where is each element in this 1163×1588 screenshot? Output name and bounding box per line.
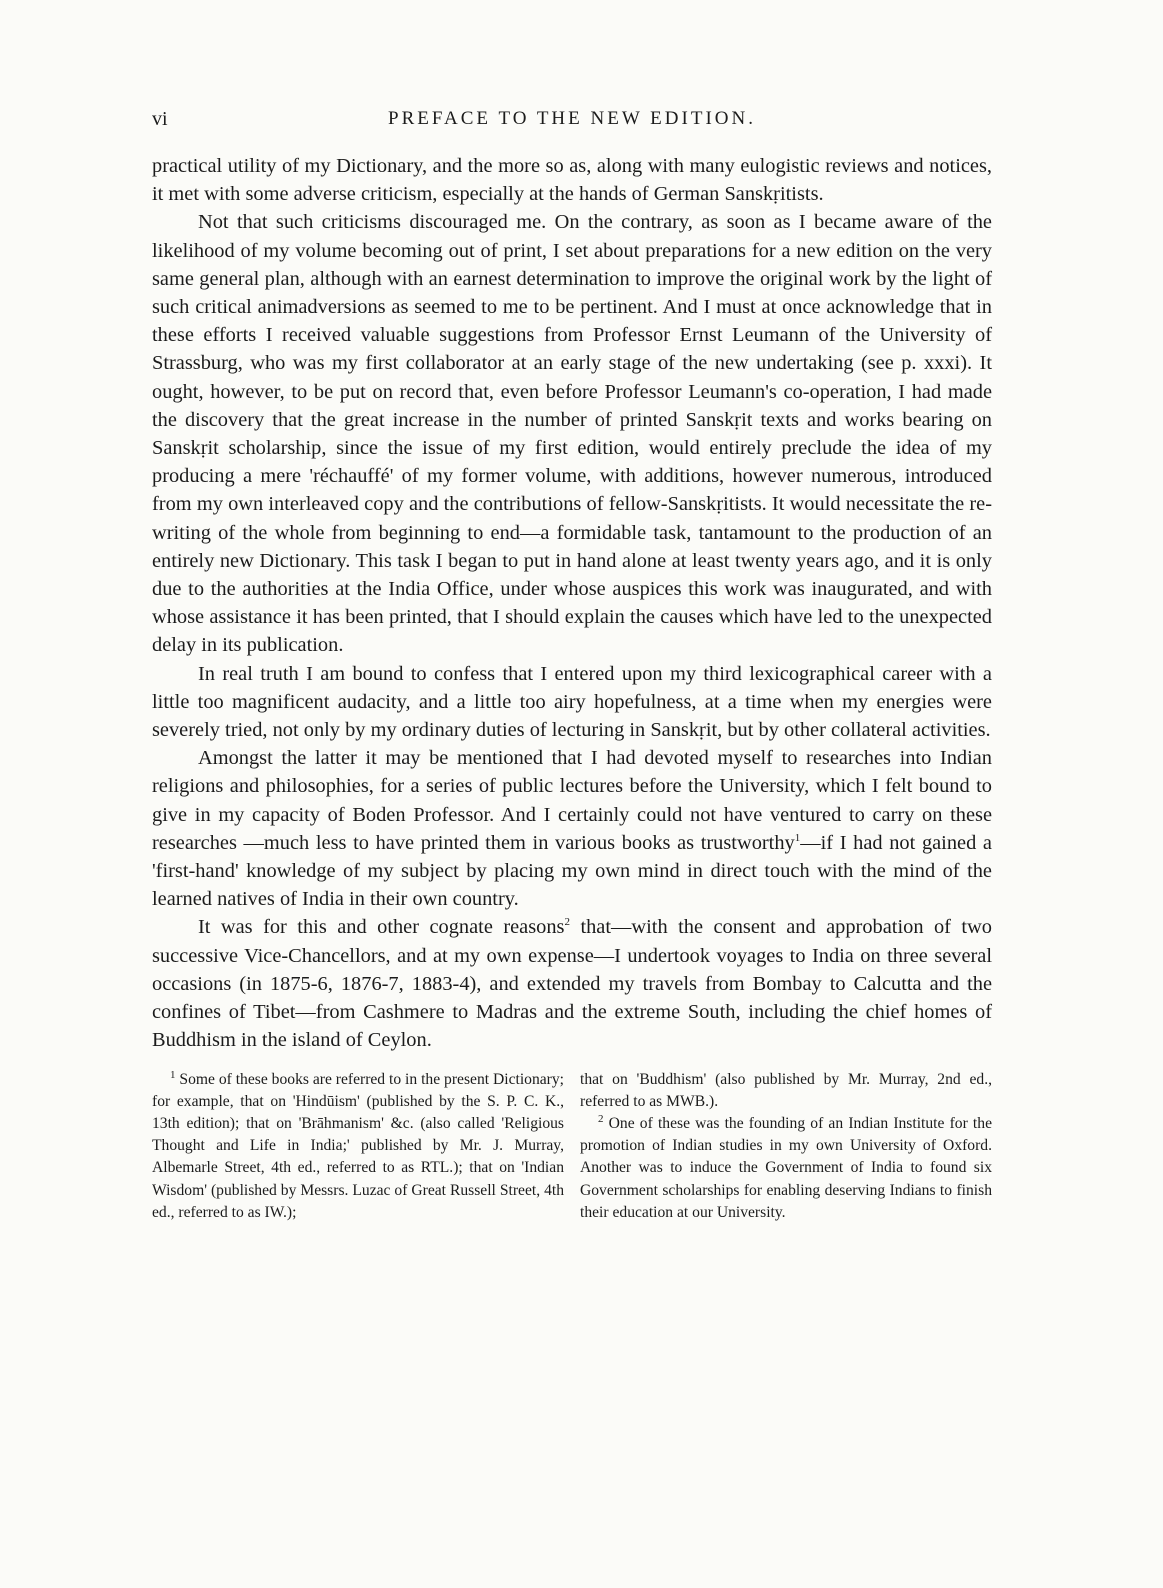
footnote-mark-2: 2 bbox=[598, 1112, 604, 1125]
document-page bbox=[152, 108, 992, 1224]
paragraph bbox=[152, 913, 992, 1054]
paragraph-text: —if I had not gained a 'first-hand' knowledge of my subject by placing my own mind in direct touch with the mind of the learned natives of India in their own country. bbox=[152, 831, 992, 911]
paragraph: In real truth I am bound to confess that I entered upon my third lexicographical career with a little too magnificent audacity, and a little too airy hopefulness, at a time when my energies were severely tried, not only by my ordinary duties of lecturing in Sanskṛit, but by other collateral activities. bbox=[152, 662, 992, 742]
paragraph-text: Amongst the latter it may be mentioned that I had devoted myself to researches into Indian religions and philosophies, for a series of public lectures before the University, which I felt bound to give in my capacity of Boden Professor. And I certainly could not have ventured to carry on these researches —much less to have printed them in various books as trustworthy bbox=[152, 747, 992, 854]
paragraph: Not that such criticisms discouraged me. On the contrary, as soon as I became aware of the likelihood of my volume becoming out of print, I set about preparations for a new edition on the very same general plan, although with an earnest determination to improve the original work by the light of such critical animadversions as seemed to me to be pertinent. And I must at once acknowledge that in these efforts I received valuable suggestions from Professor Ernst Leumann of the University of Strassburg, who was my first collaborator at an early stage of the new undertaking (see p. xxxi). It ought, however, to be put on record that, even before Professor Leumann's co-operation, I had made the discovery that the great increase in the number of printed Sanskṛit texts and works bearing on Sanskṛit scholarship, since the issue of my first edition, would entirely preclude the idea of my producing a mere 'réchauffé' of my former volume, with additions, however numerous, introduced from my own interleaved copy and the contributions of fellow-Sanskṛitists. It would necessitate the re-writing of the whole from beginning to end—a formidable task, tantamount to the production of an entirely new Dictionary. This task I began to put in hand alone at least twenty years ago, and it is only due to the authorities at the India Office, under whose auspices this work was inaugurated, and with whose assistance it has been printed, that I should explain the causes which have led to the unexpected delay in its publication. bbox=[152, 211, 992, 657]
paragraph-text: that—with the consent and approbation of two successive Vice-Chancellors, and at my own expense—I undertook voyages to India on three several occasions (in 1875-6, 1876-7, 1883-4), and extended my travels from Bombay to Calcutta and the confines of Tibet—from Cashmere to Madras and the extreme South, including the chief homes of Buddhism in the island of Ceylon. bbox=[152, 916, 992, 1052]
paragraph-text: It was for this and other cognate reasons bbox=[198, 916, 565, 939]
running-title: PREFACE TO THE NEW EDITION. bbox=[388, 108, 756, 129]
footnote-column-right bbox=[580, 1069, 992, 1224]
footnote-ref-1[interactable]: 1 bbox=[794, 832, 801, 845]
page-header bbox=[152, 108, 992, 138]
footnote-mark-1: 1 bbox=[170, 1068, 176, 1081]
footnotes bbox=[152, 1069, 992, 1224]
footnote-text: One of these was the founding of an Indian Institute for the promotion of Indian studies in my own University of Oxford. Another was to induce the Government of India to found six Government scholarships for enabling deserving Indians to finish their education at our University. bbox=[580, 1114, 992, 1221]
paragraph: practical utility of my Dictionary, and the more so as, along with many eulogistic reviews and notices, it met with some adverse criticism, especially at the hands of German Sanskṛitists. bbox=[152, 155, 992, 206]
footnote-1 bbox=[152, 1069, 564, 1224]
paragraph bbox=[152, 744, 992, 913]
body-text bbox=[152, 152, 992, 1055]
page-number: vi bbox=[152, 108, 168, 130]
footnote-ref-2[interactable]: 2 bbox=[564, 916, 570, 929]
footnote-2 bbox=[580, 1113, 992, 1224]
footnote-column-left bbox=[152, 1069, 564, 1224]
footnote-1-continued: that on 'Buddhism' (also published by Mr. Murray, 2nd ed., referred to as MWB.). bbox=[580, 1070, 992, 1110]
footnote-text: Some of these books are referred to in the present Dictionary; for example, that on 'Hindūism' (published by the S. P. C. K., 13th edition); that on 'Brāhmanism' &c. (also called 'Religious Thought and Life in India;' published by Mr. J. Murray, Albemarle Street, 4th ed., referred to as RTL.); that on 'Indian Wisdom' (published by Messrs. Luzac of Great Russell Street, 4th ed., referred to as IW.); bbox=[152, 1070, 564, 1221]
